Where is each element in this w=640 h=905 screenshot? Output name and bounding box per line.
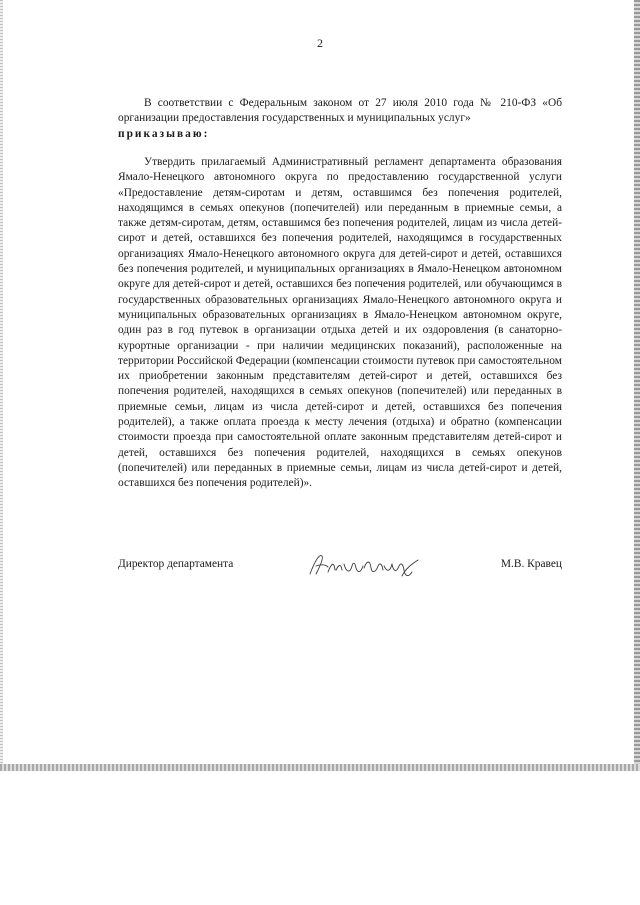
intro-paragraph [118,96,562,142]
signer-name: М.В. Кравец [500,558,562,570]
order-word: приказываю: [118,127,210,140]
intro-text: В соответствии с Федеральным законом от 27 июля 2010 года № 210-ФЗ «Об организации предоставления государственных и муниципальных услуг» [118,97,562,125]
order-body-text: Утвердить прилагаемый Административный регламент департамента образования Ямало-Ненецкого автономного округа по предоставлению государственной услуги «Предоставление детям-сиротам и детям, оставшимся без попечения родителей, находящимся в семьях опекунов (попечителей) или переданным в приемные семьи, а также детям-сиротам, детям, оставшимся без попечения родителей, лицам из числа детей-сирот и детей, оставшихся без попечения родителей, находящимся в государственных организациях Ямало-Ненецкого автономного округа для детей-сирот и детей, оставшихся без попечения родителей, и муниципальных организациях в Ямало-Ненецком автономном округе для детей-сирот и детей, оставшихся без попечения родителей, или обучающимся в государственных образовательных организациях Ямало-Ненецкого автономного округа и муниципальных образовательных организациях в Ямало-Ненецком автономном округе, один раз в год путевок в организации отдыха детей и их оздоровления (в санаторно-курортные организации - при наличии медицинских показаний), расположенные на территории Российской Федерации (компенсации стоимости путевок при самостоятельном их приобретении законным представителям детей-сирот и детей, оставшихся без попечения родителей, находящихся в семьях опекунов (попечителей) или переданных в приемные семьи, лицам из числа детей-сирот и детей, оставшихся без попечения родителей), а также оплата проезда к месту лечения (отдыха) и обратно (компенсации стоимости проезда при самостоятельной оплате законным представителям детей-сирот и детей, оставшихся без попечения родителей, находящихся в семьях опекунов (попечителей) или переданных в приемные семьи, лицам из числа детей-сирот и детей, оставшихся без попечения родителей)». [118,156,562,490]
signature-block [118,556,562,580]
signer-title: Директор департамента [118,558,234,570]
page-number: 2 [317,36,323,50]
handwritten-signature [306,548,424,582]
scan-edge-bottom [0,764,640,771]
scan-edge-left [0,0,3,770]
order-body [118,155,562,492]
scan-edge-right [634,0,640,770]
